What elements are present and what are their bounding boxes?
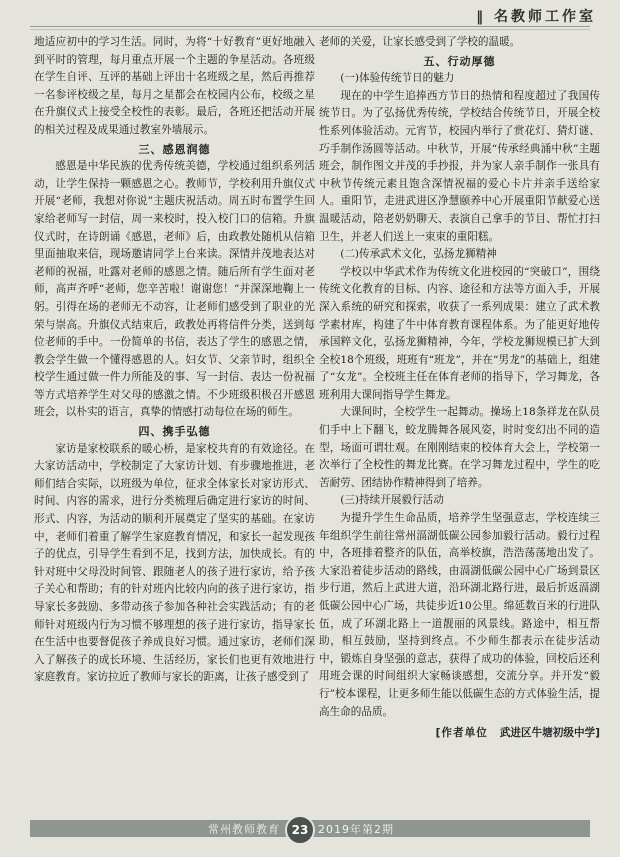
paragraph-hiking: 为提升学生生命品质，培养学生坚强意志，学校连续三年组织学生前往常州滆湖低碳公园参加毅行活动。毅行过程中，各班排着整齐的队伍，高举校旗，浩浩荡荡地出发了。大家沿着徒步活动的路线，由滆湖低碳公园中心广场到景区步行道，然后上武进大道，沿环湖北路行进，最后折返滆湖低碳公园中心广场，共徒步近10公里。绵延数百米的行进队伍，成了环湖北路上一道靓丽的风景线。路途中，相互帮助，相互鼓励，坚持到终点。不少师生都表示在徒步活动中，锻炼自身坚强的意志，获得了成功的体验，回校后还利用班会课的时间组织大家畅谈感想，交流分享。并开发“毅行”校本课程，让更多师生能以低碳生态的方式体验生活，提高生命的品质。 bbox=[319, 512, 600, 718]
subheading-martial-arts: (二)传承武术文化，弘扬龙狮精神 bbox=[340, 248, 497, 261]
header-rule bbox=[30, 26, 590, 27]
author-label: [作者单位 bbox=[435, 727, 488, 740]
page-number: 23 bbox=[285, 815, 315, 845]
paragraph-dragon-dance: 大课间时，全校学生一起舞动。操场上18条祥龙在队员们手中上下翻飞，蛟龙腾舞各展风姿，时时变幻出不同的造型，场面可谓壮观。在刚刚结束的校体育大会上，学校第一次举行了全校性的舞龙比赛。在学习舞龙过程中，学生的吃苦耐劳、团结协作精神得到了培养。 bbox=[319, 406, 600, 489]
section-heading-home-visit: 四、携手弘德 bbox=[138, 425, 211, 439]
paragraph-martial-arts: 学校以中华武术作为传统文化进校园的“突破口”，围绕传统文化教育的目标、内容、途径和方法等方面入手，开展深入系统的研究和探索，收获了一系列成果：建立了武术教学素材库，构建了牛中体育教育课程体系。为了能更好地传承国粹文化，弘扬龙狮精神，今年，学校龙狮规模已扩大到全校18个班级，班班有“班龙”，并在“男龙”的基础上，组建了“女龙”。全校班主任在体育老师的指导下，学习舞龙，各班利用大课间指导学生舞龙。 bbox=[319, 265, 600, 401]
magazine-name: 常州教师教育 bbox=[208, 823, 280, 836]
paragraph-continued: 老师的关爱，让家长感受到了学校的温暖。 bbox=[319, 36, 521, 48]
header-rule-secondary bbox=[30, 29, 590, 30]
paragraph-festivals: 现在的中学生追捧西方节日的热情和程度超过了我国传统节日。为了弘扬优秀传统，学校结合传统节日，开展全校性系列体验活动。元宵节，校园内举行了赏花灯、猜灯谜、巧手制作汤圆等活动。中秋节，开展“传承经典涌中秋”主题班会，制作图文并茂的手抄报，并为家人亲手制作一张具有中秋节传统元素且饱含深情祝福的爱心卡片并亲手送给家人。重阳节，走进武进区净慧颐养中心开展重阳节献爱心送温暖活动，陪老奶奶聊天、表演自己拿手的节目、帮忙打扫卫生，并老人们送上一束束的重阳糕。 bbox=[319, 89, 600, 243]
subheading-festivals: (一)体验传统节日的魅力 bbox=[340, 72, 455, 85]
column-title: ‖ 名教师工作室 bbox=[476, 9, 596, 25]
author-value: 武进区牛塘初级中学] bbox=[499, 727, 600, 740]
paragraph-intro: 地适应初中的学习生活。同时，为将“十好教育”更好地融入到平时的管理，每月重点开展一个主题的争星活动。各班级在学生自评、互评的基础上评出十名班级之星，然后再推荐一名参评校级之星，每月之星都会在校园内公布，校级之星在升旗仪式上接受全校性的表彰。最后，各班还把活动开展的相关过程及成果通过教室外墙展示。 bbox=[34, 36, 315, 136]
paragraph-gratitude: 感恩是中华民族的优秀传统美德，学校通过组织系列活动，让学生保持一颗感恩之心。教师节，学校利用升旗仪式开展“老师，我想对你说”主题庆祝活动。周五时布置学生回家给老师写一封信，周一来校时，投入校门口的信箱。升旗仪式时，在诗朗诵《感恩，老师》后，由政教处随机从信箱里面抽取来信，现场邀请同学上台来读。深情并茂地表达对老师的祝福，吐露对老师的感恩之情。随后所有学生面对老师，高声齐呼“老师，您辛苦啦！谢谢您！”并深深地鞠上一躬。引得在场的老师无不动容，让老师们感受到了职业的光荣与崇高。升旗仪式结束后，政教处再将信件分类，送到每位老师的手中。一份简单的书信，表达了学生的感恩之情，教会学生做一个懂得感恩的人。妇女节、父亲节时，组织全校学生通过做一件力所能及的事、写一封信、表达一份祝福等方式培养学生对父母的感激之情。不少班级积极召开感恩班会，以朴实的语言，真挚的情感打动每位在场的师生。 bbox=[34, 160, 315, 419]
paragraph-home-visit: 家访是家校联系的暖心桥，是家校共育的有效途径。在大家访活动中，学校制定了大家访计划、有步骤地推进，老师们结合实际，以班级为单位，征求全体家长对家访形式、时间、内容的需求，进行分类梳理后确定进行家访的时间、形式、内容，为活动的顺利开展奠定了坚实的基础。在家访中，老师们着重了解学生家庭教育情况，和家长一起发现孩子的优点，引导学生看到不足，找到方法，加快成长。有的针对班中父母没时间管、跟随老人的孩子进行家访，给予孩子关心和帮助；有的针对班内比较内向的孩子进行家访，指导家长多鼓励、多带动孩子参加各种社会实践活动；有的老师针对班级内行为习惯不够理想的孩子进行家访，指导家长在生活中也要督促孩子养成良好习惯。通过家访，老师们深入了解孩子的成长环境、生活经历，家长们也更有效地进行家庭教育。家访拉近了教师与家长的距离，让孩子感受到了 bbox=[34, 442, 315, 684]
section-heading-gratitude: 三、感恩润德 bbox=[138, 142, 211, 156]
right-column bbox=[319, 34, 600, 743]
author-affiliation bbox=[319, 725, 600, 743]
section-heading-action: 五、行动厚德 bbox=[423, 54, 496, 68]
issue-number: 2019年第2期 bbox=[318, 823, 394, 836]
left-column bbox=[34, 34, 315, 687]
subheading-hiking: (三)持续开展毅行活动 bbox=[340, 494, 444, 507]
